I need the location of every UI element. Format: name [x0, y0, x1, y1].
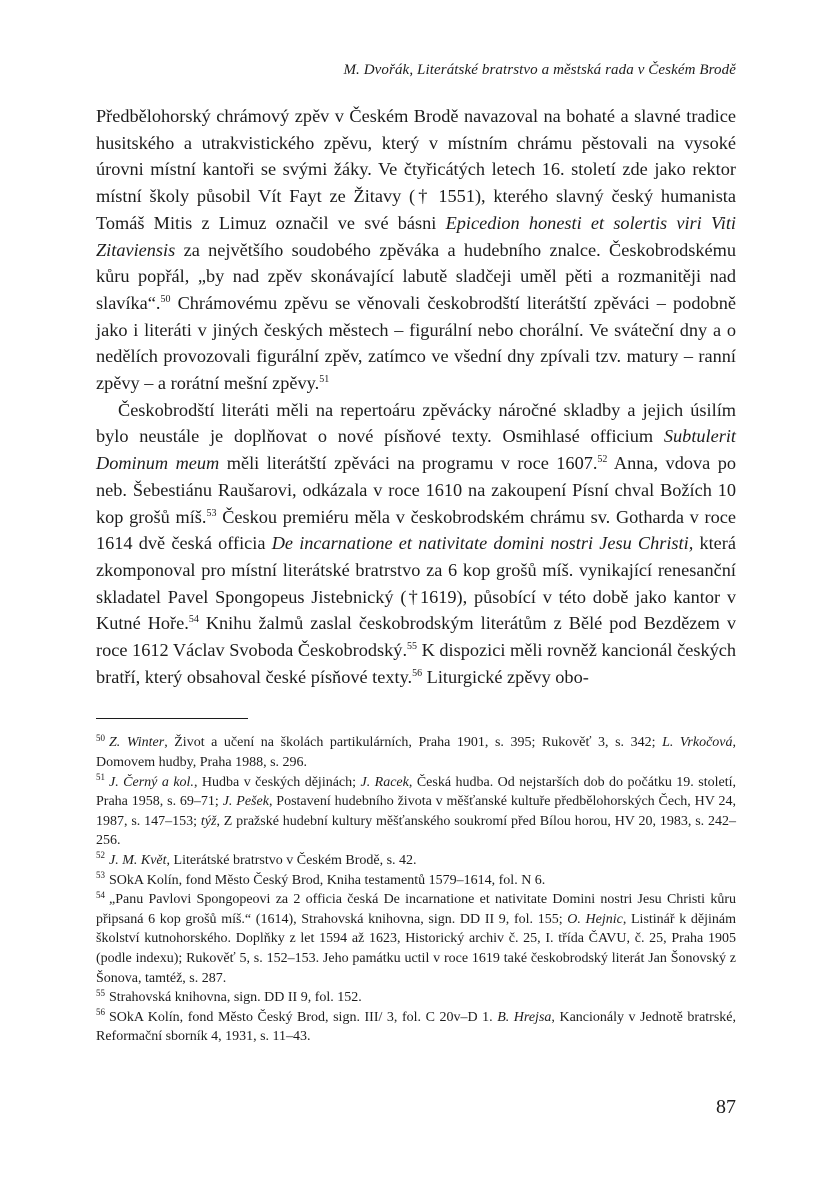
- text-span: Anna, vdova po neb. Šebestiánu Raušarovi, odkázala v roce 1610 na zakoupení Písní chval Božích 10 kop grošů míš.: [96, 453, 736, 527]
- text-span: „Panu Pavlovi Spongopeovi za 2 officia česká De incarnatione et nativitate Domini nostri Jesu Christi kůru připsaná 6 kop grošů míš.“ (1614), Strahovská knihovna, sign. DD II 9, fol. 155;: [96, 892, 736, 927]
- italic-span: Subtulerit Dominum meum: [96, 426, 736, 474]
- text-span: SOkA Kolín, fond Město Český Brod, sign. III/ 3, fol. C 20v–D 1.: [109, 1009, 498, 1025]
- footnote-ref: 54: [188, 614, 199, 626]
- text-span: měli literátští zpěváci na programu v roce 1607.: [219, 453, 598, 474]
- text-span: , Listinář k dějinám školství kutnohorského. Doplňky z let 1594 až 1623, Historický archiv č. 25, I. třída ČAVU, č. 25, Praha 1905 (podle indexu); Rukověť 5, s. 152–153. Jeho památku uctil v roce 1619 také českobrodský literát Jan Šonovský z Šonova, tamtéž, s. 287.: [96, 911, 736, 986]
- running-header: M. Dvořák, Literátské bratrstvo a městská rada v Českém Brodě: [343, 62, 736, 78]
- italic-span: Epicedion honesti et solertis viri Viti Zitaviensis: [96, 212, 736, 260]
- footnote-53: [96, 871, 736, 891]
- footnotes: [96, 733, 736, 1047]
- page: [96, 62, 736, 1047]
- footnote-number: 51: [96, 772, 105, 782]
- italic-span: O. Hejnic: [567, 911, 623, 927]
- text-span: Českou premiéru měla v českobrodském chrámu sv. Gotharda v roce 1614 dvě česká officia: [96, 506, 736, 554]
- text-span: , Literátské bratrstvo v Českém Brodě, s. 42.: [166, 853, 417, 869]
- italic-span: týž: [200, 813, 217, 829]
- footnote-ref: 55: [407, 640, 418, 652]
- text-span: , Z pražské hudební kultury měšťanského soukromí před Bílou horou, HV 20, 1983, s. 242–256.: [96, 813, 736, 849]
- footnote-52: [96, 851, 736, 871]
- text-span: , Postavení hudebního života v měšťanské kultuře předbělohorských Čech, HV 24, 1987, s. 147–153;: [96, 794, 736, 829]
- footnote-ref: 50: [160, 293, 171, 305]
- italic-span: J. M. Květ: [109, 853, 167, 869]
- text-span: Českobrodští literáti měli na repertoáru zpěvácky náročné skladby a jejich úsilím bylo neustále je doplňovat o nové písňové texty. Osmihlasé officium: [96, 399, 736, 447]
- footnote-55: [96, 988, 736, 1008]
- text-span: K dispozici měli rovněž kancionál českých bratří, který obsahoval české písňové texty.: [96, 640, 736, 687]
- text-span: Strahovská knihovna, sign. DD II 9, fol. 152.: [109, 990, 362, 1006]
- text-span: SOkA Kolín, fond Město Český Brod, Kniha testamentů 1579–1614, fol. N 6.: [109, 872, 546, 888]
- footnote-number: 55: [96, 987, 105, 998]
- italic-span: J. Pešek: [222, 794, 269, 810]
- paragraph-1: [96, 103, 736, 397]
- main-text: [96, 103, 736, 690]
- text-span: , Česká hudba. Od nejstarších dob do počátku 19. století, Praha 1958, s. 69–71;: [96, 774, 736, 810]
- footnote-number: 53: [96, 869, 105, 880]
- text-span: Předbělohorský chrámový zpěv v Českém Brodě navazoval na bohaté a slavné tradice husitského a utrakvistického zpěvu, který v místním chrámu pěstovali na vysoké úrovni místní kantoři se svými žáky. Ve čtyřicátých letech 16. století zde jako rektor místní školy působil Vít Fayt ze Žitavy († 1551), kterého slavný český humanista Tomáš Mitis z Limuz označil ve své básni: [96, 106, 736, 233]
- footnote-number: 56: [96, 1007, 105, 1018]
- text-span: , Kancionály v Jednotě bratrské, Reformační sborník 4, 1931, s. 11–43.: [96, 1009, 737, 1045]
- footnote-ref: 52: [597, 454, 608, 466]
- italic-span: J. Racek: [360, 774, 409, 790]
- footnote-number: 54: [96, 889, 105, 900]
- text-span: Liturgické zpěvy obo-: [422, 666, 589, 687]
- footnote-separator: [96, 718, 248, 719]
- text-span: , Život a učení na školách partikulárních, Praha 1901, s. 395; Rukověť 3, s. 342;: [164, 735, 663, 751]
- text-span: za největšího soudobého zpěváka a hudebního znalce. Českobrodskému kůru popřál, „by nad zpěv skonávající labutě sladčeji uměl pěti a rozmanitěji nad slavíka“.: [96, 239, 736, 313]
- footnote-number: 50: [96, 732, 105, 743]
- footnote-54: [96, 890, 736, 988]
- text-span: Knihu žalmů zaslal českobrodským literátům z Bělé pod Bezdězem v roce 1612 Václav Svoboda Českobrodský.: [96, 613, 736, 661]
- text-span: , Domovem hudby, Praha 1988, s. 296.: [96, 735, 737, 771]
- footnote-56: [96, 1008, 736, 1047]
- text-span: , Hudba v českých dějinách;: [193, 774, 361, 790]
- italic-span: Z. Winter: [109, 735, 165, 751]
- italic-span: L. Vrkočová: [662, 735, 733, 751]
- footnote-51: [96, 773, 736, 851]
- footnote-ref: 51: [319, 373, 330, 385]
- footnote-number: 52: [96, 850, 105, 861]
- paragraph-2: [96, 397, 736, 691]
- italic-span: De incarnatione et nativitate domini nostri Jesu Christi,: [271, 533, 694, 554]
- footnote-ref: 53: [206, 507, 217, 519]
- page-number: 87: [716, 1096, 736, 1118]
- italic-span: J. Černý a kol.: [109, 774, 194, 790]
- text-span: která zkomponoval pro místní literátské bratrstvo za 6 kop grošů míš. vynikající renesanční skladatel Pavel Spongopeus Jistebnický (†1619), působící v této době jako kantor v Kutné Hoře.: [96, 533, 737, 634]
- footnote-50: [96, 733, 736, 772]
- footnote-ref: 56: [412, 667, 423, 679]
- text-span: Chrámovému zpěvu se věnovali českobrodští literátští zpěváci – podobně jako i literáti v jiných českých městech – figurální nebo chorální. Ve sváteční dny a o nedělích provozovali figurální zpěv, zatímco ve všední dny zpívali tzv. matury – ranní zpěvy – a rorátní mešní zpěvy.: [96, 292, 736, 394]
- italic-span: B. Hrejsa: [497, 1009, 552, 1025]
